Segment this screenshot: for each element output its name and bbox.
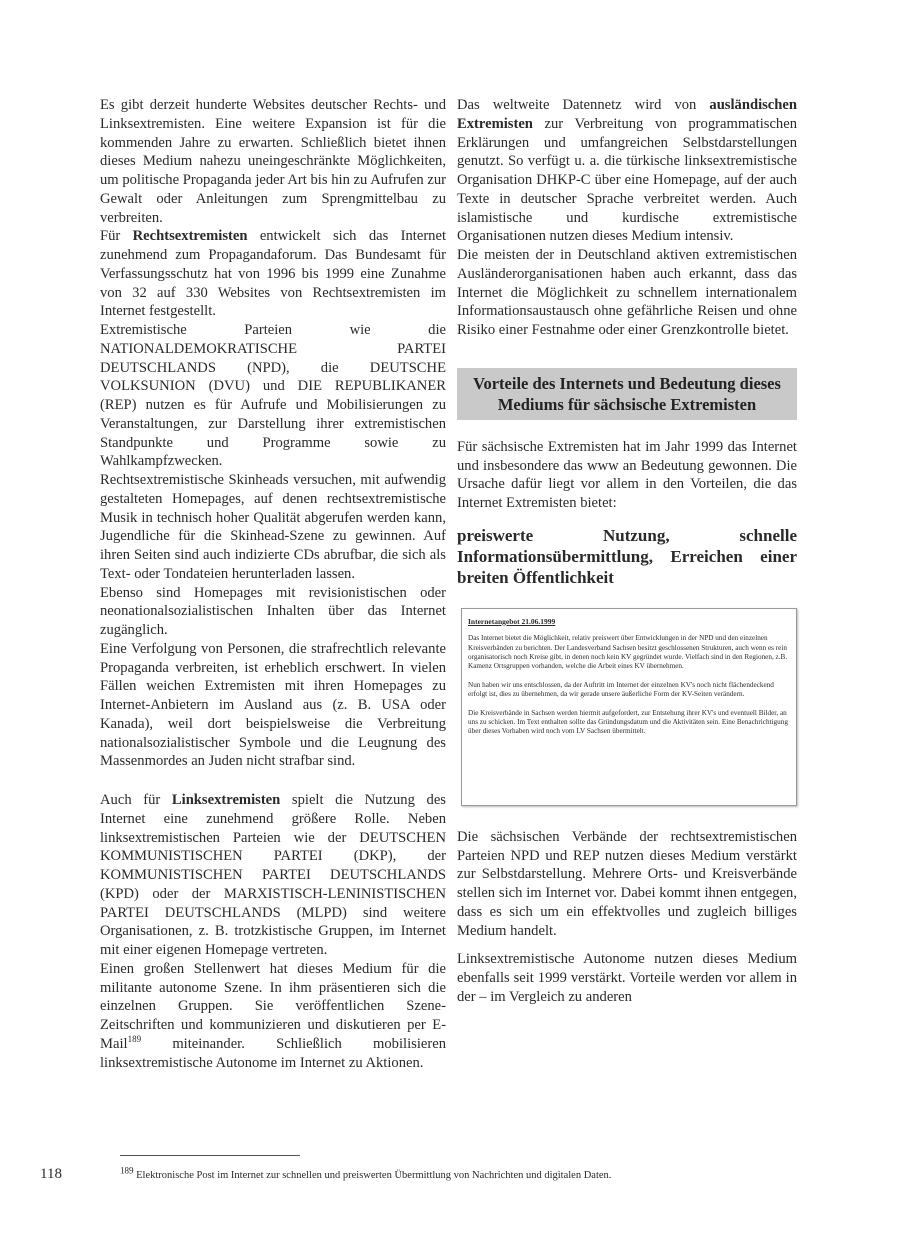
right-column xyxy=(457,96,797,1007)
footnote-text: Elektronische Post im Internet zur schnellen und preiswerten Übermittlung von Nachrichten und digitalen Daten. xyxy=(133,1170,612,1181)
paragraph: Rechtsextremistische Skinheads versuchen, mit aufwendig gestalteten Homepages, auf denen rechtsextremistische Musik in technisch hoher Qualität abgerufen werden kann, Jugendliche für die Skinhead-Szene zu gewinnen. Auf ihren Seiten sind auch indizierte CDs abrufbar, die sich als Text- oder Tondateien herunterladen lassen. xyxy=(100,472,446,582)
text: Das weltweite Datennetz wird von xyxy=(457,97,710,113)
paragraph xyxy=(100,791,446,960)
footnote-ref[interactable]: 189 xyxy=(127,1033,142,1044)
text: Auch für xyxy=(100,792,172,808)
clip-paragraph: Nun haben wir uns entschlossen, da der Auftritt im Internet der einzelnen KV's noch nicht flächendeckend erfolgt ist, dies zu übernehmen, da wir gerade unsere äußerliche Form der KV-Seiten verändern. xyxy=(468,680,774,699)
clip-paragraph: Das Internet bietet die Möglichkeit, relativ preiswert über Entwicklungen in der NPD und den einzelnen Kreisverbänden zu berichten. Der Landesverband Sachsen besitzt geschlossenen Strukturen, auch wenn es rein organisatorisch noch Kreise gibt, in denen noch kein KV gegründet wurde. Vielfach sind in den Regionen, z.B. Kamenz Ortsgruppen vorhanden, welche die Arbeit eines KV übernehmen. xyxy=(468,634,788,671)
text: Für xyxy=(100,228,133,245)
paragraph: Linksextremistische Autonome nutzen dieses Medium ebenfalls seit 1999 verstärkt. Vorteile werden vor allem in der – im Vergleich zu anderen xyxy=(457,951,797,1005)
text: zur Verbreitung von programmatischen Erklärungen und umfangreichen Selbstdarstellungen genutzt. So verfügt u. a. die türkische linksextremistische Organisation DHKP-C über eine Homepage, auf der auch Texte in deutscher Sprache verbreitet werden. Auch islamistische und kurdische extremistische Organisationen nutzen dieses Medium intensiv. xyxy=(457,115,797,245)
section-heading: Vorteile des Internets und Bedeutung dieses Mediums für sächsische Extremisten xyxy=(457,368,797,420)
paragraph: Es gibt derzeit hunderte Websites deutscher Rechts- und Linksextremisten. Eine weitere Expansion ist für die kommenden Jahre zu erwarten. Schließlich bietet ihnen dieses Medium nahezu uneingeschränkte Möglichkeiten, um politische Propaganda jeder Art bis hin zu Aufrufen zur Gewalt oder Anleitungen zum Sprengmittelbau zu verbreiten. xyxy=(100,97,446,226)
footnote-mark: 189 xyxy=(120,1165,134,1176)
paragraph: Die meisten der in Deutschland aktiven extremistischen Ausländerorganisationen haben auch erkannt, dass das Internet die Möglichkeit zu schnellem internationalem Informationsaustausch ohne gefährliche Reisen und ohne Risiko einer Festnahme oder einer Grenzkontrolle bietet. xyxy=(457,247,797,338)
paragraph: Ebenso sind Homepages mit revisionistischen oder neonationalsozialistischen Inhalten über das Internet zugänglich. xyxy=(100,584,446,638)
footnote-divider xyxy=(120,1155,300,1156)
paragraph xyxy=(100,960,446,1073)
text: miteinander. Schließlich mobilisieren linksextremistische Autonome im Internet zu Aktionen. xyxy=(100,1035,446,1071)
footnote xyxy=(120,1165,612,1181)
paragraph xyxy=(100,227,446,321)
paragraph: Die sächsischen Verbände der rechtsextremistischen Parteien NPD und REP nutzen dieses Medium verstärkt zur Selbstdarstellung. Mehrere Orts- und Kreisverbände stellen sich im Internet vor. Dabei kommt ihnen entgegen, dass es sich um ein effektvolles und zugleich billiges Medium handelt. xyxy=(457,828,797,939)
bold-term: Linksextremisten xyxy=(171,792,281,808)
paragraph: Extremistische Parteien wie die NATIONALDEMOKRATISCHE PARTEI DEUTSCHLANDS (NPD), die DEUTSCHE VOLKSUNION (DVU) und DIE REPUBLIKANER (REP) nutzen es für Aufrufe und Mobilisierungen zu Veranstaltungen, zur Darstellung ihrer extremistischen Standpunkte und Programme sowie zu Wahlkampfzwecken. xyxy=(100,322,446,470)
page-number: 118 xyxy=(40,1166,62,1182)
bold-term: Rechtsextremisten xyxy=(132,228,248,245)
text: spielt die Nutzung des Internet eine zunehmend größere Rolle. Neben linksextremistischen Parteien wie der DEUTSCHEN KOMMUNISTISCHEN PARTEI (DKP), der KOMMUNISTISCHEN PARTEI DEUTSCHLANDS (KPD) oder der MARXISTISCH-LENINISTISCHEN PARTEI DEUTSCHLANDS (MLPD) sind weitere Organisationen, z. B. trotzkistische Gruppen, im Internet mit einer eigenen Homepage vertreten. xyxy=(100,792,446,958)
text: Einen großen Stellenwert hat dieses Medium für die militante autonome Szene. In ihm präsentieren sich die einzelnen Gruppen. Sie veröffentlichen Szene-Zeitschriften und kommunizieren und diskutieren per E-Mail xyxy=(100,960,446,1052)
website-screenshot xyxy=(461,608,797,806)
bold-term: ausländischen Extremisten xyxy=(457,97,797,132)
paragraph: Für sächsische Extremisten hat im Jahr 1999 das Internet und insbesondere das www an Bedeutung gewonnen. Die Ursache dafür liegt vor allem in den Vorteilen, die das Internet Extremisten bietet: xyxy=(457,438,797,511)
clip-title: Internetangebot 21.06.1999 xyxy=(468,616,556,626)
left-column xyxy=(100,96,446,1072)
subheading: preiswerte Nutzung, schnelle Informationsübermittlung, Erreichen einer breiten Öffentlichkeit xyxy=(457,525,797,587)
clip-paragraph: Die Kreisverbände in Sachsen werden hiermit aufgefordert, zur Entstehung ihrer KV's und eventuell Bilder, an uns zu schicken. Im Text enthalten sollte das Gründungsdatum und die Aktivitäten sein. Eine Benachrichtigung über dieses Vorhaben wird noch vom LV Sachsen übermittelt. xyxy=(468,708,788,736)
paragraph xyxy=(457,96,797,246)
paragraph: Eine Verfolgung von Personen, die strafrechtlich relevante Propaganda verbreiten, ist erheblich erschwert. In vielen Fällen weichen Extremisten mit ihren Homepages zu Internet-Anbietern im Ausland aus (z. B. USA oder Kanada), weil dort beispielsweise die Verbreitung nationalsozialistischer Symbole und die Leugnung des Massenmordes an Juden nicht strafbar sind. xyxy=(100,640,446,770)
text: entwickelt sich das Internet zunehmend zum Propagandaforum. Das Bundesamt für Verfassungsschutz hat von 1996 bis 1999 eine Zunahme von 32 auf 330 Websites von Rechtsextremisten im Internet festgestellt. xyxy=(100,228,447,320)
